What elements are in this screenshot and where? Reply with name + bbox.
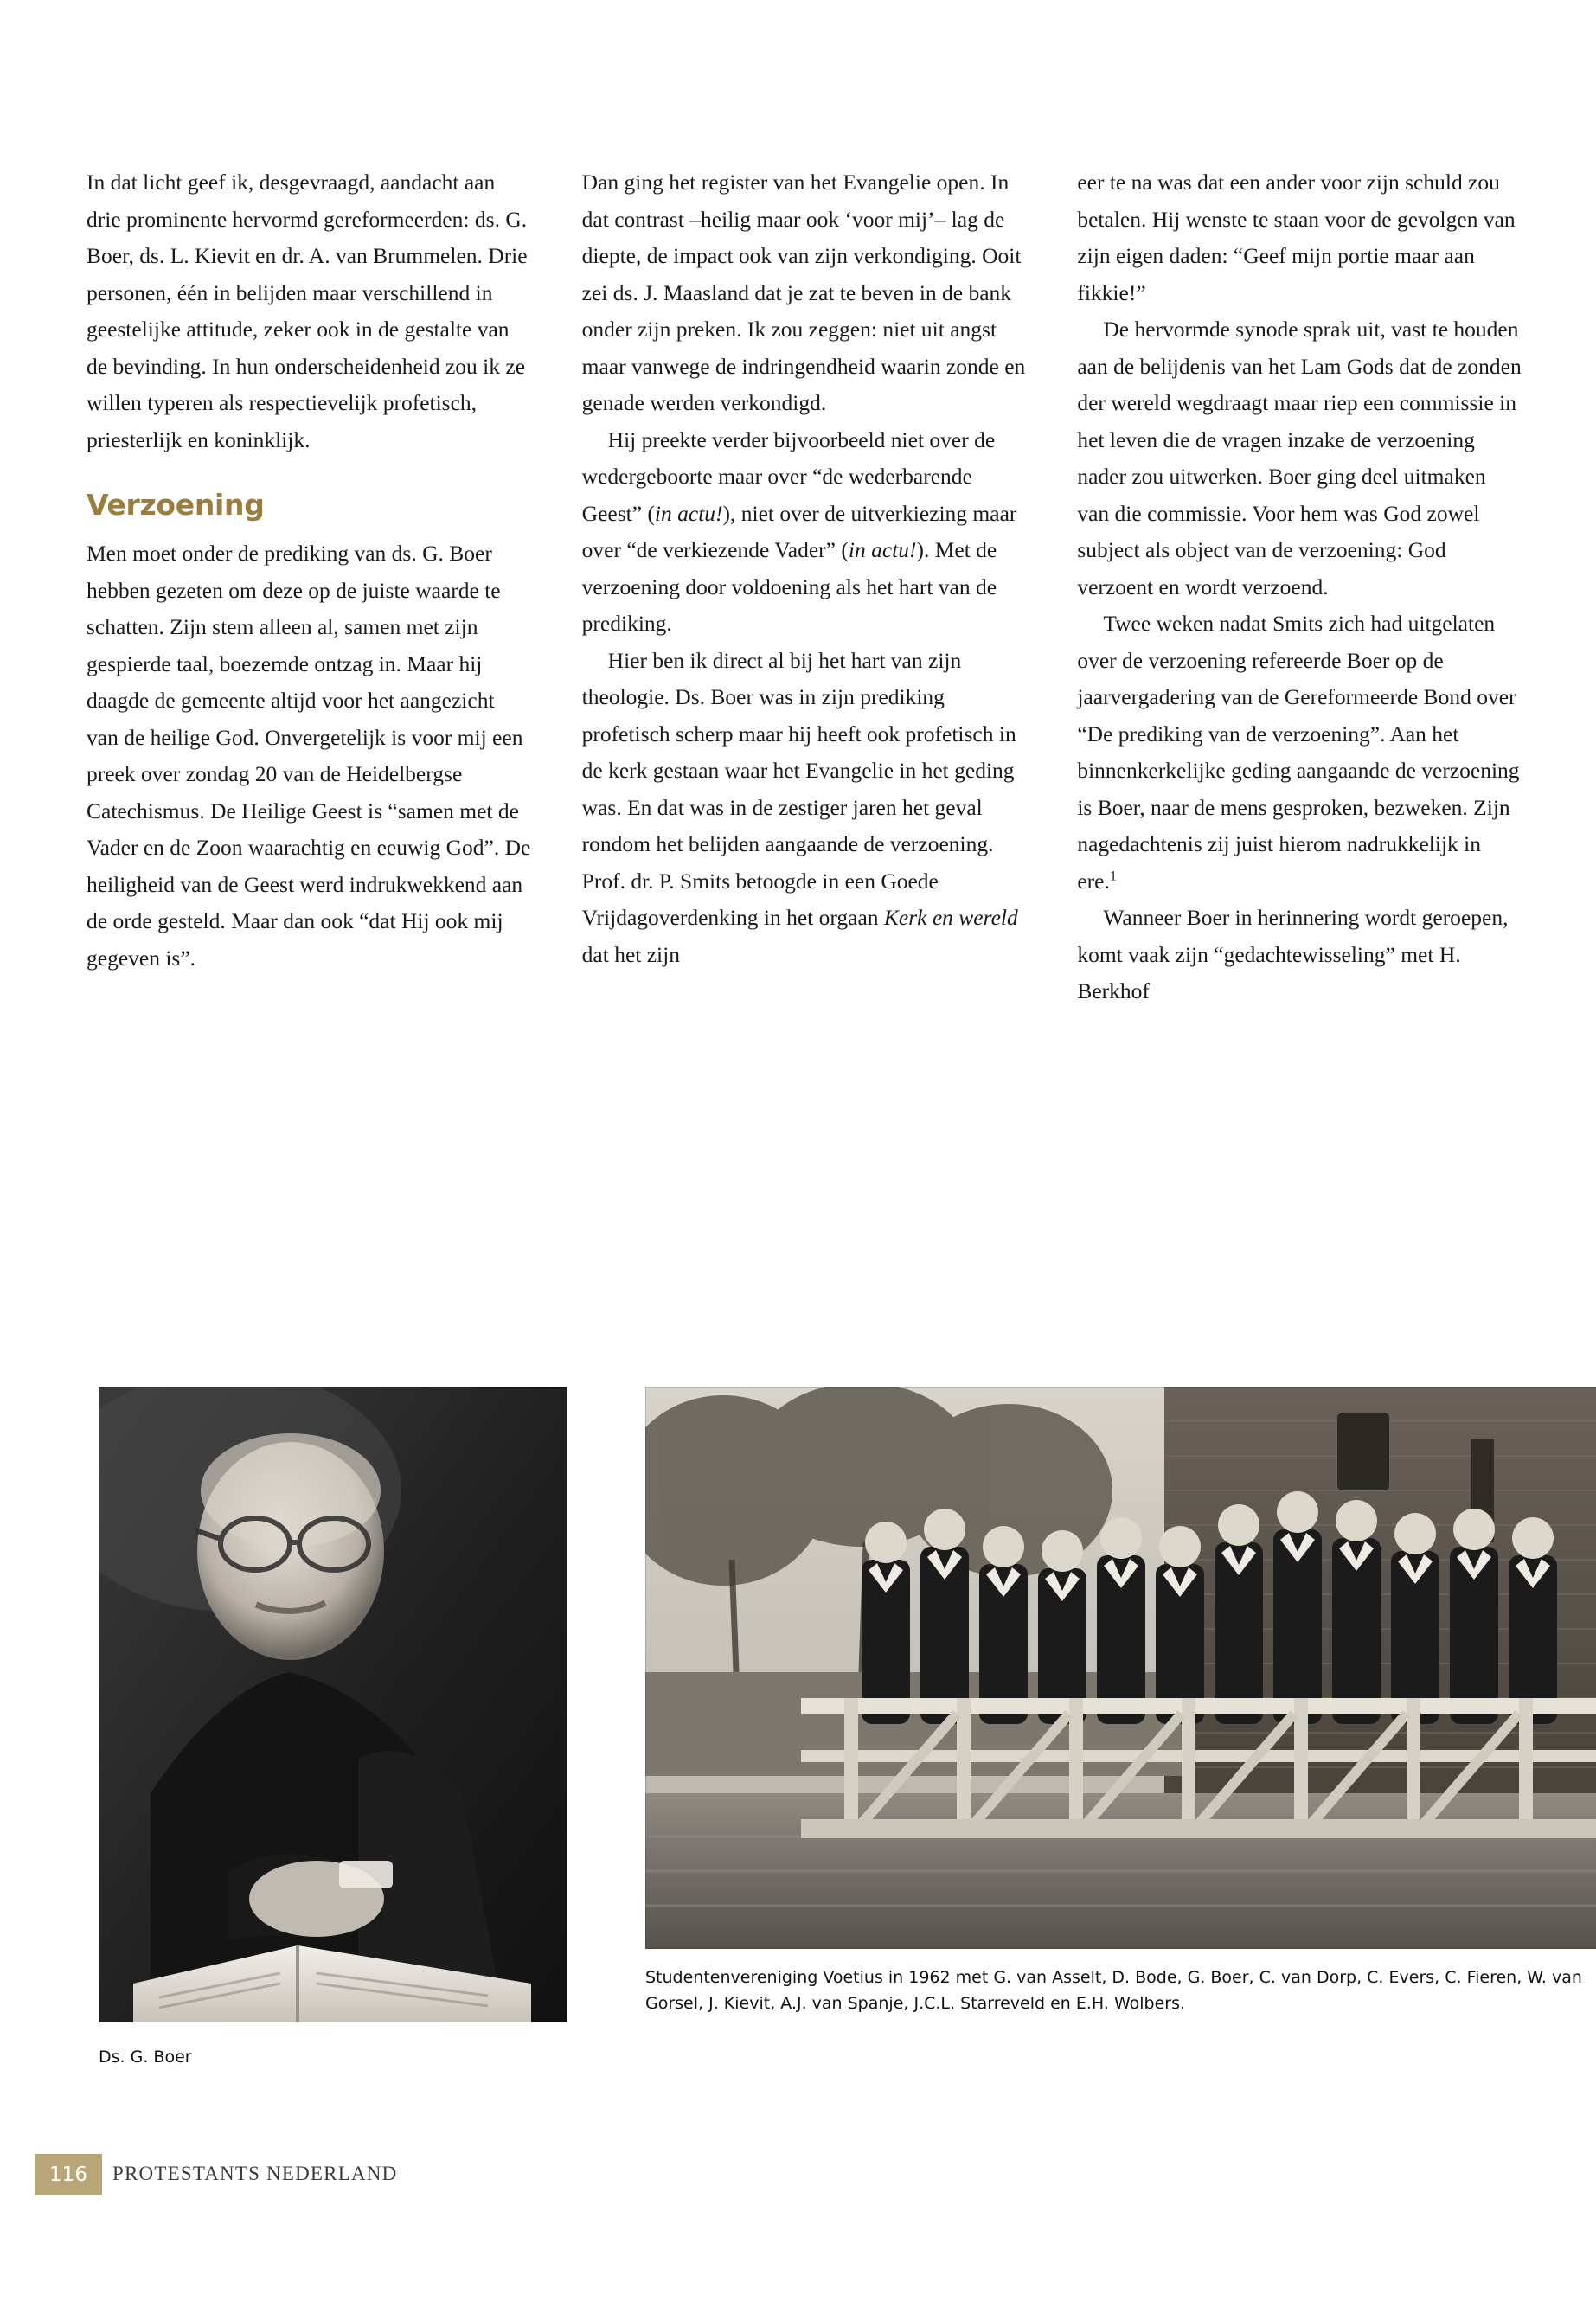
text-run: Hij preekte verder bijvoorbeeld niet over de wedergeboorte maar over “de wederbarende Geest” ( [581, 426, 996, 526]
text-run: ). Met de verzoening door voldoening als het hart van de prediking. [581, 537, 997, 636]
italic-run: in actu! [654, 500, 723, 526]
footnote-marker: 1 [1109, 868, 1117, 883]
paragraph: In dat licht geef ik, desgevraagd, aandacht aan drie prominente hervormd gereformeerden: ds. G. Boer, ds. L. Kievit en dr. A. van Brummelen. Drie personen, één in belijden maar verschillend in geestelijke attitude, zeker ook in de gestalte van de bevinding. In hun onderscheidenheid zou ik ze willen typeren als respectievelijk profetisch, priesterlijk en koninklijk. [87, 170, 528, 452]
text-columns [87, 164, 1522, 1010]
italic-run: in actu! [848, 537, 917, 562]
text-run: Hier ben ik direct al bij het hart van zijn theologie. Ds. Boer was in zijn prediking profetisch scherp maar hij heeft ook profetisch in de kerk gestaan waar het Evangelie in het geding was. En dat was in de zestiger jaren het geval rondom het belijden aangaande de verzoening. Prof. dr. P. Smits betoogde in een Goede Vrijdagoverdenking in het orgaan [581, 647, 1016, 930]
paragraph: Wanneer Boer in herinnering wordt geroepen, komt vaak zijn “gedachtewisseling” met H. Berkhof [1077, 905, 1509, 1003]
paragraph-rich-1 [582, 422, 1028, 643]
page-number: 116 [35, 2154, 102, 2195]
publication-name: PROTESTANTS NEDERLAND [112, 2163, 398, 2184]
italic-run: Kerk en wereld [883, 905, 1018, 930]
figure-caption-left: Ds. G. Boer [99, 2048, 192, 2067]
column-2 [582, 164, 1028, 1010]
paragraph: Dan ging het register van het Evangelie open. In dat contrast –heilig maar ook ‘voor mij’– lag de diepte, de impact ook van zijn verkondiging. Ooit zei ds. J. Maasland dat je zat te beven in de bank onder zijn preken. Ik zou zeggen: niet uit angst maar vanwege de indringendheid waarin zonde en genade werden verkondigd. [581, 170, 1026, 415]
column-1 [87, 164, 532, 1010]
paragraph-with-footnote [1077, 606, 1522, 900]
group-photo [645, 1387, 1596, 1949]
portrait-photo [99, 1387, 567, 2022]
page-footer [0, 2154, 1596, 2195]
paragraph-text: Twee weken nadat Smits zich had uitgelaten over de verzoening refereerde Boer op de jaarvergadering van de Gereformeerde Bond over “De prediking van de verzoening”. Aan het binnenkerkelijke geding aangaande de verzoening is Boer, naar de mens gesproken, bezweken. Zijn nagedachtenis zij juist hierom nadrukkelijk in ere. [1077, 611, 1520, 894]
paragraph-rich-2 [582, 643, 1028, 974]
figure-caption-right: Studentenvereniging Voetius in 1962 met G. van Asselt, D. Bode, G. Boer, C. van Dorp, C. Evers, C. Fieren, W. van Gorsel, J. Kievit, A.J. van Spanje, J.C.L. Starreveld en E.H. Wolbers. [645, 1968, 1582, 2013]
paragraph: Men moet onder de prediking van ds. G. Boer hebben gezeten om deze op de juiste waarde te schatten. Zijn stem alleen al, samen met zijn gespierde taal, boezemde ontzag in. Maar hij daagde de gemeente altijd voor het aangezicht van de heilige God. Onvergetelijk is voor mij een preek over zondag 20 van de Heidelbergse Catechismus. De Heilige Geest is “samen met de Vader en de Zoon waarachtig en eeuwig God”. De heiligheid van de Geest werd indrukwekkend aan de orde gesteld. Maar dan ook “dat Hij ook mij gegeven is”. [87, 541, 531, 971]
text-run: ), niet over de uitverkiezing maar over “de verkiezende Vader” ( [581, 500, 1017, 562]
paragraph: eer te na was dat een ander voor zijn schuld zou betalen. Hij wenste te staan voor de gevolgen van zijn eigen daden: “Geef mijn portie maar aan fikkie!” [1077, 170, 1516, 305]
section-heading: Verzoening [87, 488, 265, 522]
paragraph: De hervormde synode sprak uit, vast te houden aan de belijdenis van het Lam Gods dat de zonden der wereld wegdraagt maar riep een commissie in het leven die de vragen inzake de verzoening nader zou uitwerken. Boer ging deel uitmaken van die commissie. Voor hem was God zowel subject als object van de verzoening: God verzoent en wordt verzoend. [1077, 317, 1522, 599]
column-3 [1077, 164, 1522, 1010]
text-run: dat het zijn [581, 941, 680, 967]
